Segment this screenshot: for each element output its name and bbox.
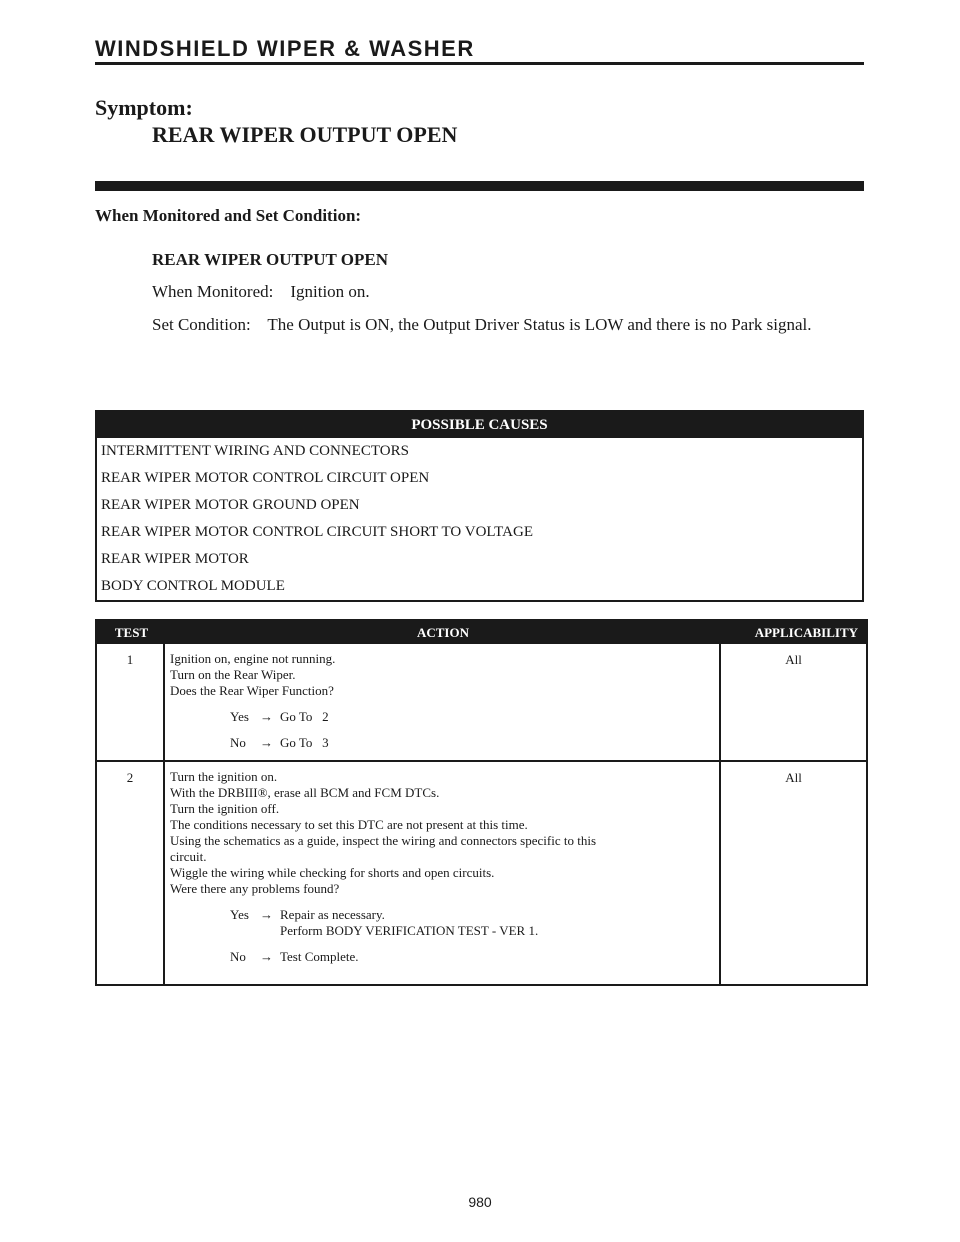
title-rule [95, 62, 864, 65]
test-applicability: All [785, 652, 802, 667]
arrow-icon: → [260, 949, 273, 964]
action-step: Wiggle the wiring while checking for shorts and open circuits. [170, 865, 495, 880]
no-label: No [230, 949, 246, 964]
conditions-heading: When Monitored and Set Condition: [95, 206, 362, 225]
cause-item: REAR WIPER MOTOR GROUND OPEN [101, 497, 360, 513]
test-row [97, 644, 866, 760]
test-table-header [97, 621, 866, 644]
yes-result: Go To 2 [280, 709, 329, 724]
action-step: The conditions necessary to set this DTC are not present at this time. [170, 817, 528, 832]
yes-label: Yes [230, 907, 249, 922]
header-test: TEST [114, 625, 149, 640]
action-step: Ignition on, engine not running. [170, 651, 336, 666]
header-applicability: APPLICABILITY [754, 625, 858, 640]
arrow-icon: → [260, 907, 273, 922]
arrow-icon: → [260, 709, 273, 724]
section-divider [95, 181, 864, 191]
cause-item: INTERMITTENT WIRING AND CONNECTORS [101, 443, 409, 459]
yes-result [280, 907, 538, 939]
test-applicability: All [785, 770, 802, 785]
yes-label: Yes [230, 709, 249, 724]
possible-causes-heading: POSSIBLE CAUSES [97, 412, 862, 438]
no-outcome [170, 735, 719, 751]
set-condition: Set Condition: The Output is ON, the Output Driver Status is LOW and there is no Park signal. [152, 315, 812, 334]
cause-item: REAR WIPER MOTOR CONTROL CIRCUIT SHORT TO VOLTAGE [101, 524, 533, 540]
arrow-icon: → [260, 735, 273, 750]
condition-name: REAR WIPER OUTPUT OPEN [152, 250, 388, 269]
possible-causes-box [95, 410, 864, 602]
yes-outcome [170, 907, 719, 939]
cause-item: REAR WIPER MOTOR CONTROL CIRCUIT OPEN [101, 470, 430, 486]
action-step: Does the Rear Wiper Function? [170, 683, 334, 698]
test-number: 2 [97, 762, 165, 984]
no-label: No [230, 735, 246, 750]
no-result: Go To 3 [280, 735, 329, 750]
symptom-label: Symptom: [95, 95, 193, 120]
page-number: 980 [468, 1194, 492, 1210]
action-step: Turn the ignition on. [170, 769, 278, 784]
section-title: WINDSHIELD WIPER & WASHER [95, 36, 475, 61]
cause-item: REAR WIPER MOTOR [101, 551, 249, 567]
test-action [165, 762, 721, 984]
test-action [165, 644, 721, 760]
action-step: Were there any problems found? [170, 881, 340, 896]
no-outcome [170, 949, 719, 965]
action-step: Turn on the Rear Wiper. [170, 667, 296, 682]
when-monitored: When Monitored: Ignition on. [152, 282, 370, 301]
cause-item: BODY CONTROL MODULE [101, 578, 285, 594]
yes-outcome [170, 709, 719, 725]
action-step: Using the schematics as a guide, inspect the wiring and connectors specific to this [170, 833, 596, 848]
action-step: With the DRBIII®, erase all BCM and FCM DTCs. [170, 785, 440, 800]
no-result: Test Complete. [280, 949, 359, 964]
symptom-text: REAR WIPER OUTPUT OPEN [152, 122, 458, 147]
action-step: Turn the ignition off. [170, 801, 280, 816]
header-action: ACTION [416, 625, 469, 640]
action-step: circuit. [170, 849, 207, 864]
yes-result-line: Perform BODY VERIFICATION TEST - VER 1. [280, 923, 539, 938]
test-row [97, 760, 866, 984]
test-number: 1 [97, 644, 165, 760]
yes-result-line: Repair as necessary. [280, 907, 385, 922]
test-table [95, 619, 868, 986]
